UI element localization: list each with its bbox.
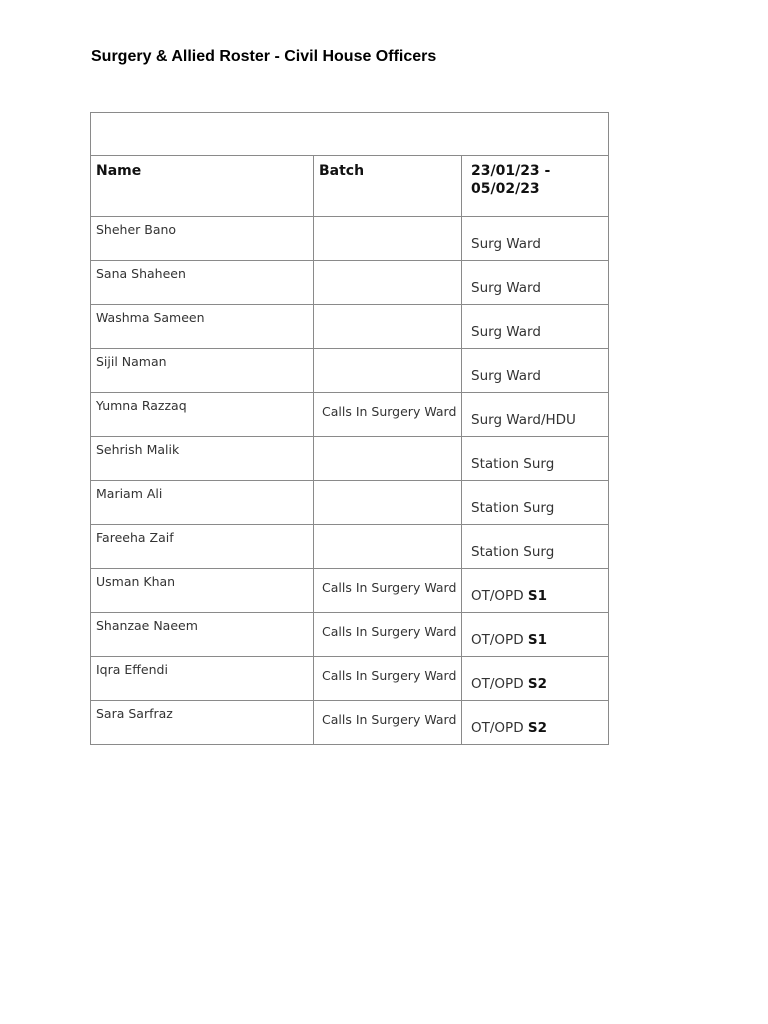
- table-row: [91, 217, 609, 261]
- group-code: S2: [527, 676, 548, 692]
- table-row: [91, 437, 609, 481]
- assignment-location: Surg Ward/HDU: [471, 412, 576, 428]
- batch-cell: [314, 613, 462, 657]
- assignment-cell: [462, 261, 609, 305]
- header-row: [91, 156, 609, 217]
- table-row: [91, 305, 609, 349]
- name-cell: [91, 701, 314, 745]
- assignment-cell: [462, 349, 609, 393]
- assignment-cell: [462, 481, 609, 525]
- date-range-column-header: [462, 156, 609, 217]
- batch-note: [314, 217, 461, 228]
- group-code: S2: [527, 720, 548, 736]
- roster-table: [90, 112, 609, 745]
- table-row: [91, 613, 609, 657]
- name-cell: [91, 481, 314, 525]
- batch-note: [314, 437, 461, 448]
- assignment-text: [462, 349, 608, 385]
- batch-cell: [314, 525, 462, 569]
- name-cell: [91, 613, 314, 657]
- assignment-cell: [462, 701, 609, 745]
- assignment-text: [462, 701, 608, 737]
- table-row: [91, 701, 609, 745]
- name-cell: [91, 261, 314, 305]
- batch-cell: [314, 305, 462, 349]
- blank-cell: [91, 113, 609, 156]
- name-cell: [91, 305, 314, 349]
- assignment-location: Surg Ward: [471, 324, 541, 340]
- assignment-location: OT/OPD: [471, 588, 524, 604]
- officer-name: Sijil Naman: [96, 354, 167, 369]
- officer-name: Sana Shaheen: [96, 266, 186, 281]
- table-row: [91, 657, 609, 701]
- document-title: Surgery & Allied Roster - Civil House Officers: [91, 48, 437, 65]
- officer-name: Usman Khan: [96, 574, 176, 589]
- assignment-location: OT/OPD: [471, 632, 524, 648]
- table-row: [91, 525, 609, 569]
- assignment-cell: [462, 569, 609, 613]
- assignment-text: [462, 569, 608, 605]
- assignment-text: [462, 481, 608, 517]
- name-cell: [91, 437, 314, 481]
- officer-name: Fareeha Zaif: [96, 530, 174, 545]
- assignment-location: OT/OPD: [471, 720, 524, 736]
- batch-note: Calls In Surgery Ward: [322, 624, 457, 639]
- batch-cell: [314, 349, 462, 393]
- batch-note: Calls In Surgery Ward: [322, 712, 457, 727]
- assignment-location: Surg Ward: [471, 368, 541, 384]
- officer-name: Sehrish Malik: [96, 442, 180, 457]
- batch-note: Calls In Surgery Ward: [322, 668, 457, 683]
- assignment-cell: [462, 657, 609, 701]
- batch-cell: [314, 481, 462, 525]
- assignment-cell: [462, 393, 609, 437]
- assignment-cell: [462, 525, 609, 569]
- assignment-location: Station Surg: [471, 500, 555, 516]
- officer-name: Shanzae Naeem: [96, 618, 198, 633]
- table-row: [91, 393, 609, 437]
- batch-header-label: Batch: [319, 163, 365, 179]
- blank-title-row: [91, 113, 609, 156]
- officer-name: Sara Sarfraz: [96, 706, 173, 721]
- name-cell: [91, 217, 314, 261]
- batch-cell: [314, 701, 462, 745]
- assignment-text: [462, 657, 608, 693]
- assignment-text: [462, 525, 608, 561]
- group-code: S1: [527, 632, 548, 648]
- assignment-location: Surg Ward: [471, 280, 541, 296]
- name-cell: [91, 525, 314, 569]
- officer-name: Mariam Ali: [96, 486, 163, 501]
- name-cell: [91, 657, 314, 701]
- batch-note: [314, 481, 461, 492]
- assignment-text: [462, 261, 608, 297]
- group-code: S1: [527, 588, 548, 604]
- assignment-location: OT/OPD: [471, 676, 524, 692]
- roster-body: [91, 113, 609, 745]
- date-range-header-label: 23/01/23 - 05/02/23: [471, 163, 551, 197]
- batch-note: [314, 261, 461, 272]
- assignment-text: [462, 305, 608, 341]
- name-header-label: Name: [96, 163, 142, 179]
- assignment-text: [462, 613, 608, 649]
- assignment-cell: [462, 437, 609, 481]
- batch-note: [314, 525, 461, 536]
- officer-name: Yumna Razzaq: [96, 398, 187, 413]
- batch-cell: [314, 657, 462, 701]
- table-row: [91, 349, 609, 393]
- name-cell: [91, 393, 314, 437]
- assignment-text: [462, 393, 608, 429]
- assignment-cell: [462, 217, 609, 261]
- name-cell: [91, 349, 314, 393]
- assignment-location: Station Surg: [471, 544, 555, 560]
- name-cell: [91, 569, 314, 613]
- officer-name: Washma Sameen: [96, 310, 205, 325]
- assignment-text: [462, 437, 608, 473]
- batch-cell: [314, 569, 462, 613]
- batch-cell: [314, 261, 462, 305]
- batch-note: [314, 349, 461, 360]
- assignment-text: [462, 217, 608, 253]
- batch-cell: [314, 437, 462, 481]
- table-row: [91, 481, 609, 525]
- table-row: [91, 569, 609, 613]
- assignment-location: Station Surg: [471, 456, 555, 472]
- officer-name: Iqra Effendi: [96, 662, 168, 677]
- name-column-header: [91, 156, 314, 217]
- batch-note: [314, 305, 461, 316]
- batch-note: Calls In Surgery Ward: [322, 580, 457, 595]
- assignment-location: Surg Ward: [471, 236, 541, 252]
- batch-cell: [314, 393, 462, 437]
- batch-cell: [314, 217, 462, 261]
- assignment-cell: [462, 305, 609, 349]
- batch-note: Calls In Surgery Ward: [322, 404, 457, 419]
- table-row: [91, 261, 609, 305]
- batch-column-header: [314, 156, 462, 217]
- officer-name: Sheher Bano: [96, 222, 177, 237]
- assignment-cell: [462, 613, 609, 657]
